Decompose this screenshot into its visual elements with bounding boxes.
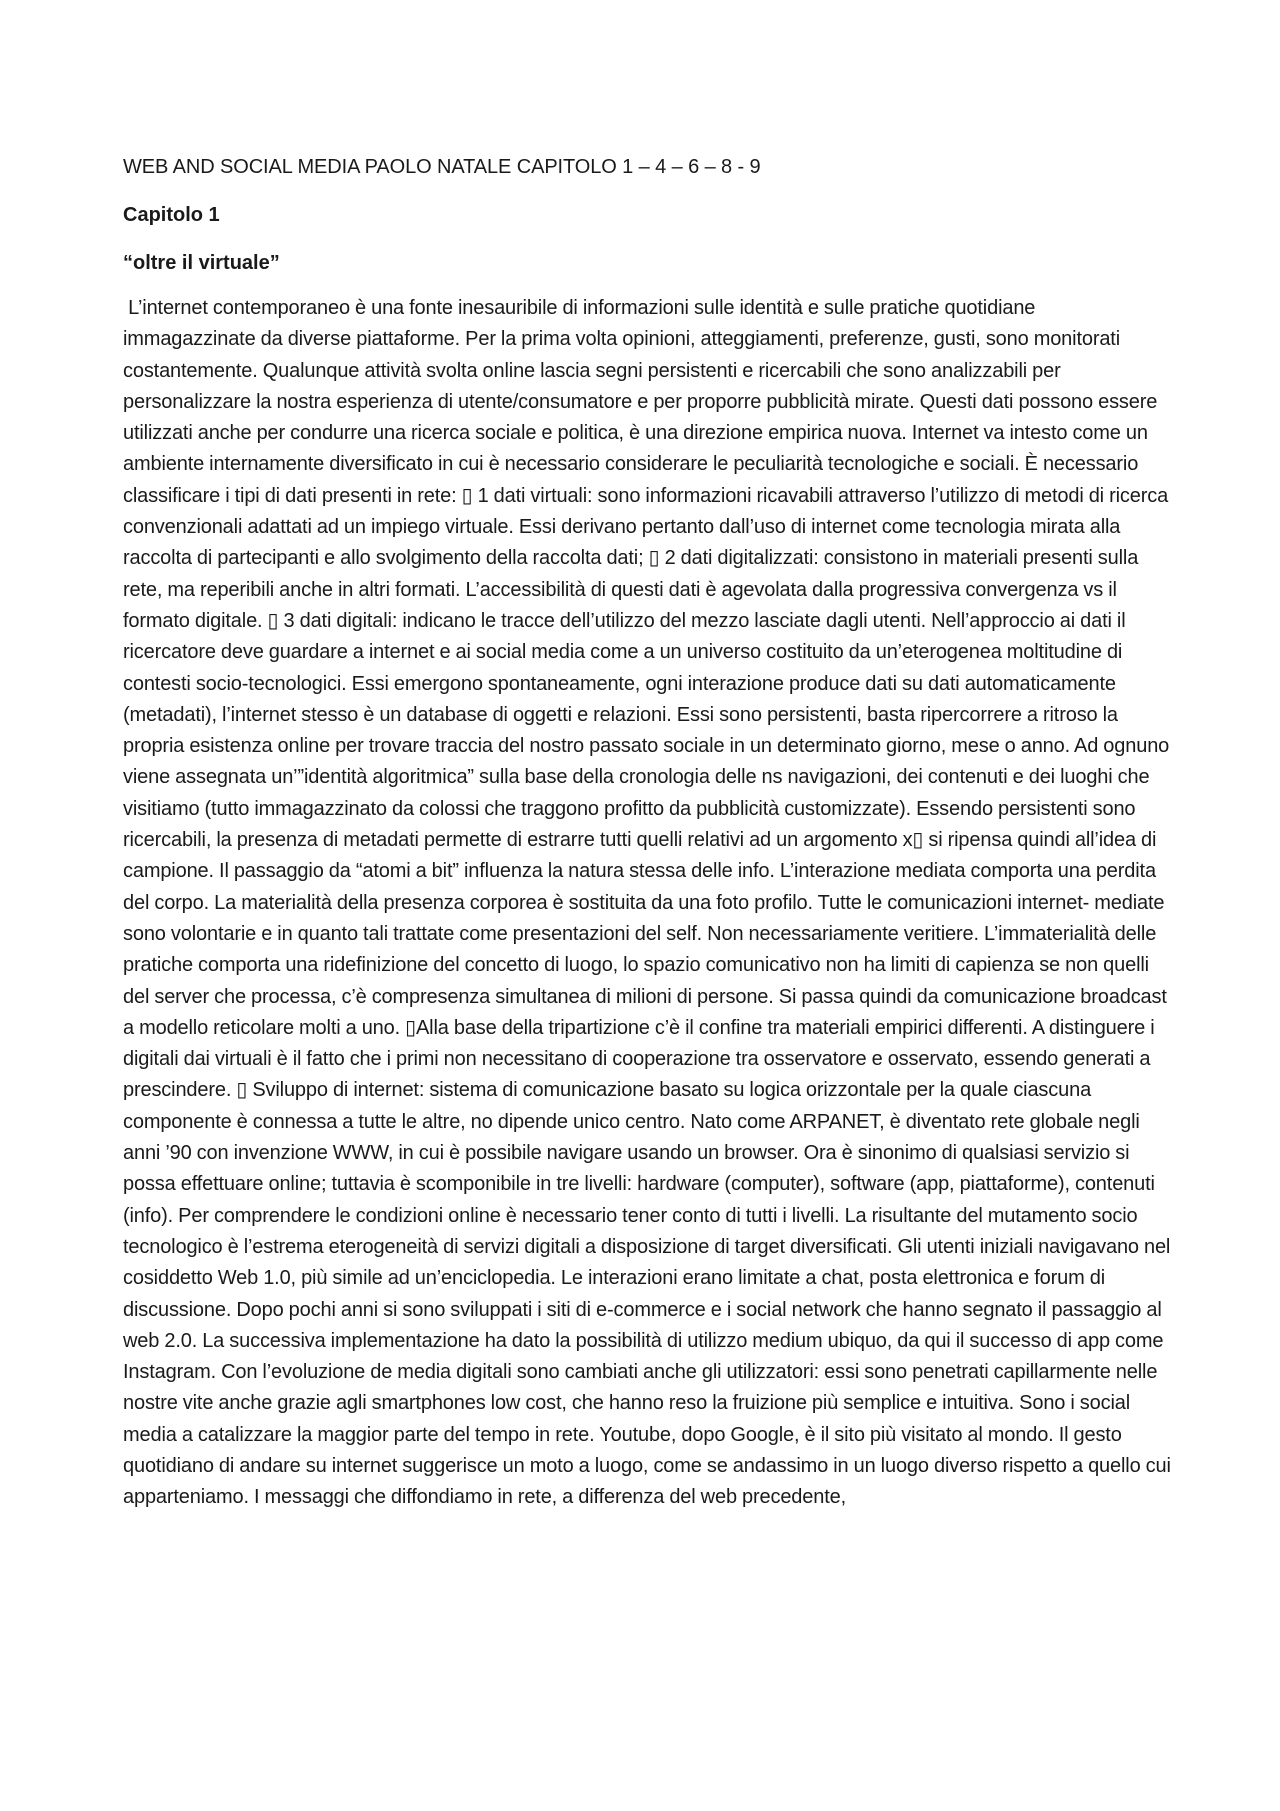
section-heading: “oltre il virtuale” bbox=[123, 252, 280, 274]
document-content bbox=[123, 152, 1176, 1514]
body-paragraph: L’internet contemporaneo è una fonte inesauribile di informazioni sulle identità e sulle pratiche quotidiane immagazzinate da diverse piattaforme. Per la prima volta opinioni, atteggiamenti, preferenze, gusti, sono monitorati costantemente. Qualunque attività svolta online lascia segni persistenti e ricercabili che sono analizzabili per personalizzare la nostra esperienza di utente/consumatore e per proporre pubblicità mirate. Questi dati possono essere utilizzati anche per condurre una ricerca sociale e politica, è una direzione empirica nuova. Internet va intesto come un ambiente internamente diversificato in cui è necessario considerare le peculiarità tecnologiche e sociali. È necessario classificare i tipi di dati presenti in rete: ▯ 1 dati virtuali: sono informazioni ricavabili attraverso l’utilizzo di metodi di ricerca convenzionali adattati ad un impiego virtuale. Essi derivano pertanto dall’uso di internet come tecnologia mirata alla raccolta di partecipanti e allo svolgimento della raccolta dati; ▯ 2 dati digitalizzati: consistono in materiali presenti sulla rete, ma reperibili anche in altri formati. L’accessibilità di questi dati è agevolata dalla progressiva convergenza vs il formato digitale. ▯ 3 dati digitali: indicano le tracce dell’utilizzo del mezzo lasciate dagli utenti. Nell’approccio ai dati il ricercatore deve guardare a internet e ai social media come a un universo costituito da un’eterogenea moltitudine di contesti socio-tecnologici. Essi emergono spontaneamente, ogni interazione produce dati su dati automaticamente (metadati), l’internet stesso è un database di oggetti e relazioni. Essi sono persistenti, basta ripercorrere a ritroso la propria esistenza online per trovare traccia del nostro passato sociale in un determinato giorno, mese o anno. Ad ognuno viene assegnata un’”identità algoritmica” sulla base della cronologia delle ns navigazioni, dei contenuti e dei luoghi che visitiamo (tutto immagazzinato da colossi che traggono profitto da pubblicità customizzate). Essendo persistenti sono ricercabili, la presenza di metadati permette di estrarre tutti quelli relativi ad un argomento x▯ si ripensa quindi all’idea di campione. Il passaggio da “atomi a bit” influenza la natura stessa delle info. L’interazione mediata comporta una perdita del corpo. La materialità della presenza corporea è sostituita da una foto profilo. Tutte le comunicazioni internet- mediate sono volontarie e in quanto tali trattate come presentazioni del self. Non necessariamente veritiere. L’immaterialità delle pratiche comporta una ridefinizione del concetto di luogo, lo spazio comunicativo non ha limiti di capienza se non quelli del server che processa, c’è compresenza simultanea di milioni di persone. Si passa quindi da comunicazione broadcast a modello reticolare molti a uno. ▯Alla base della tripartizione c’è il confine tra materiali empirici differenti. A distinguere i digitali dai virtuali è il fatto che i primi non necessitano di cooperazione tra osservatore e osservato, essendo generati a prescindere. ▯ Sviluppo di internet: sistema di comunicazione basato su logica orizzontale per la quale ciascuna componente è connessa a tutte le altre, no dipende unico centro. Nato come ARPANET, è diventato rete globale negli anni ’90 con invenzione WWW, in cui è possibile navigare usando un browser. Ora è sinonimo di qualsiasi servizio si possa effettuare online; tuttavia è scomponibile in tre livelli: hardware (computer), software (app, piattaforme), contenuti (info). Per comprendere le condizioni online è necessario tener conto di tutti i livelli. La risultante del mutamento socio tecnologico è l’estrema eterogeneità di servizi digitali a disposizione di target diversificati. Gli utenti iniziali navigavano nel cosiddetto Web 1.0, più simile ad un’enciclopedia. Le interazioni erano limitate a chat, posta elettronica e forum di discussione. Dopo pochi anni si sono sviluppati i siti di e-commerce e i social network che hanno segnato il passaggio al web 2.0. La successiva implementazione ha dato la possibilità di utilizzo medium ubiquo, da qui il successo di app come Instagram. Con l’evoluzione de media digitali sono cambiati anche gli utilizzatori: essi sono penetrati capillarmente nelle nostre vite anche grazie agli smartphones low cost, che hanno reso la fruizione più semplice e intuitiva. Sono i social media a catalizzare la maggior parte del tempo in rete. Youtube, dopo Google, è il sito più visitato al mondo. Il gesto quotidiano di andare su internet suggerisce un moto a luogo, come se andassimo in un luogo diverso rispetto a quello cui apparteniamo. I messaggi che diffondiamo in rete, a differenza del web precedente, bbox=[123, 297, 1176, 1509]
chapter-heading: Capitolo 1 bbox=[123, 204, 220, 226]
document-title: WEB AND SOCIAL MEDIA PAOLO NATALE CAPITOLO 1 – 4 – 6 – 8 - 9 bbox=[123, 156, 761, 178]
